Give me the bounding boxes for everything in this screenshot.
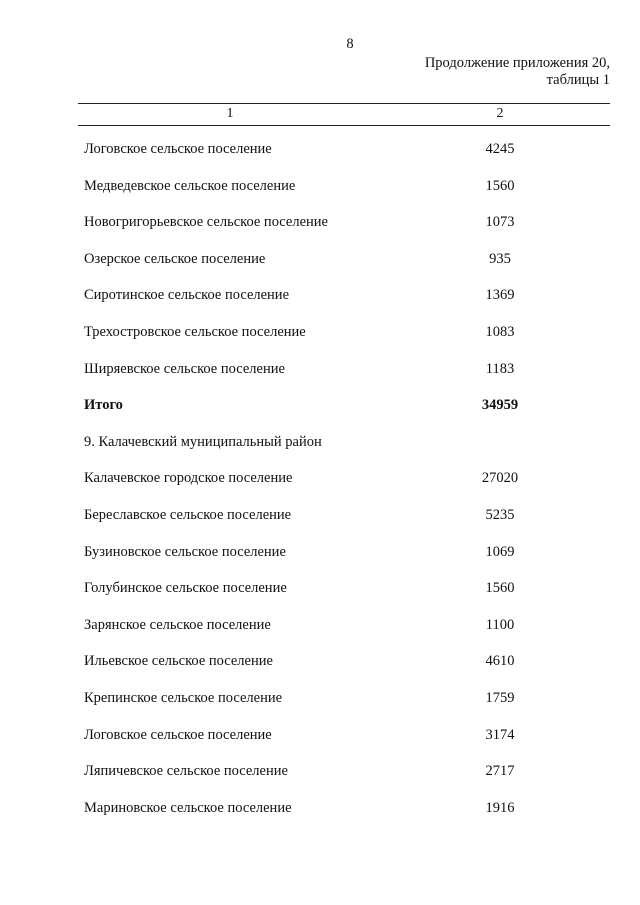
row-name: Трехостровское сельское поселение <box>84 323 306 340</box>
row-name: Ширяевское сельское поселение <box>84 360 285 377</box>
row-name: Логовское сельское поселение <box>84 141 272 157</box>
row-name: Мариновское сельское поселение <box>84 799 292 816</box>
table-row <box>0 717 640 754</box>
table-row <box>0 168 640 205</box>
row-value: 3174 <box>485 726 515 743</box>
row-name: Озерское сельское поселение <box>84 250 266 267</box>
row-name: 9. Калачевский муниципальный район <box>84 433 322 450</box>
row-value: 935 <box>489 250 511 267</box>
table-header-rule <box>78 125 610 126</box>
table-top-rule <box>78 103 610 104</box>
row-name: Ляпичевское сельское поселение <box>84 763 288 780</box>
row-value: 2717 <box>485 763 515 780</box>
row-value: 1916 <box>485 799 515 816</box>
table-row <box>0 241 640 278</box>
row-value: 4610 <box>485 653 515 670</box>
column-header-1: 1 <box>226 106 234 121</box>
table-row <box>0 570 640 607</box>
table-row <box>0 534 640 571</box>
table-row <box>0 277 640 314</box>
table-row <box>0 753 640 790</box>
row-name: Береславское сельское поселение <box>84 506 292 523</box>
table-row <box>0 680 640 717</box>
settlement-table <box>0 131 640 826</box>
page-number: 8 <box>346 36 354 52</box>
row-name: Бузиновское сельское поселение <box>84 543 286 560</box>
row-name: Логовское сельское поселение <box>84 726 272 743</box>
table-row <box>0 643 640 680</box>
row-value: 34959 <box>481 397 519 414</box>
row-value: 27020 <box>481 470 519 487</box>
table-row <box>0 131 640 168</box>
row-name: Голубинское сельское поселение <box>84 580 287 597</box>
row-value: 1069 <box>485 543 515 560</box>
table-row <box>0 460 640 497</box>
row-name: Новогригорьевское сельское поселение <box>84 214 328 231</box>
table-row <box>0 790 640 827</box>
row-value: 1369 <box>485 287 515 304</box>
row-value: 1560 <box>485 177 515 194</box>
continuation-line-1: Продолжение приложения 20, <box>424 55 610 71</box>
table-row <box>0 607 640 644</box>
row-name: Калачевское городское поселение <box>84 470 293 487</box>
row-name: Крепинское сельское поселение <box>84 689 283 706</box>
row-name: Зарянское сельское поселение <box>84 616 271 633</box>
table-row <box>0 497 640 534</box>
total-row <box>0 387 640 424</box>
continuation-note <box>425 55 610 89</box>
row-value: 4245 <box>485 141 515 157</box>
row-value: 1183 <box>485 360 515 377</box>
column-header-2: 2 <box>496 106 504 121</box>
row-name: Медведевское сельское поселение <box>84 177 296 194</box>
table-row <box>0 424 640 461</box>
table-row <box>0 314 640 351</box>
row-value: 1100 <box>485 616 515 633</box>
row-name: Итого <box>84 397 123 414</box>
row-value: 1759 <box>485 689 515 706</box>
row-value: 1083 <box>485 323 515 340</box>
table-row <box>0 204 640 241</box>
row-value: 5235 <box>485 506 515 523</box>
row-value: 1073 <box>485 214 515 231</box>
row-name: Сиротинское сельское поселение <box>84 287 290 304</box>
row-name: Ильевское сельское поселение <box>84 653 273 670</box>
table-row <box>0 351 640 388</box>
continuation-line-2: таблицы 1 <box>546 72 610 88</box>
row-value: 1560 <box>485 580 515 597</box>
